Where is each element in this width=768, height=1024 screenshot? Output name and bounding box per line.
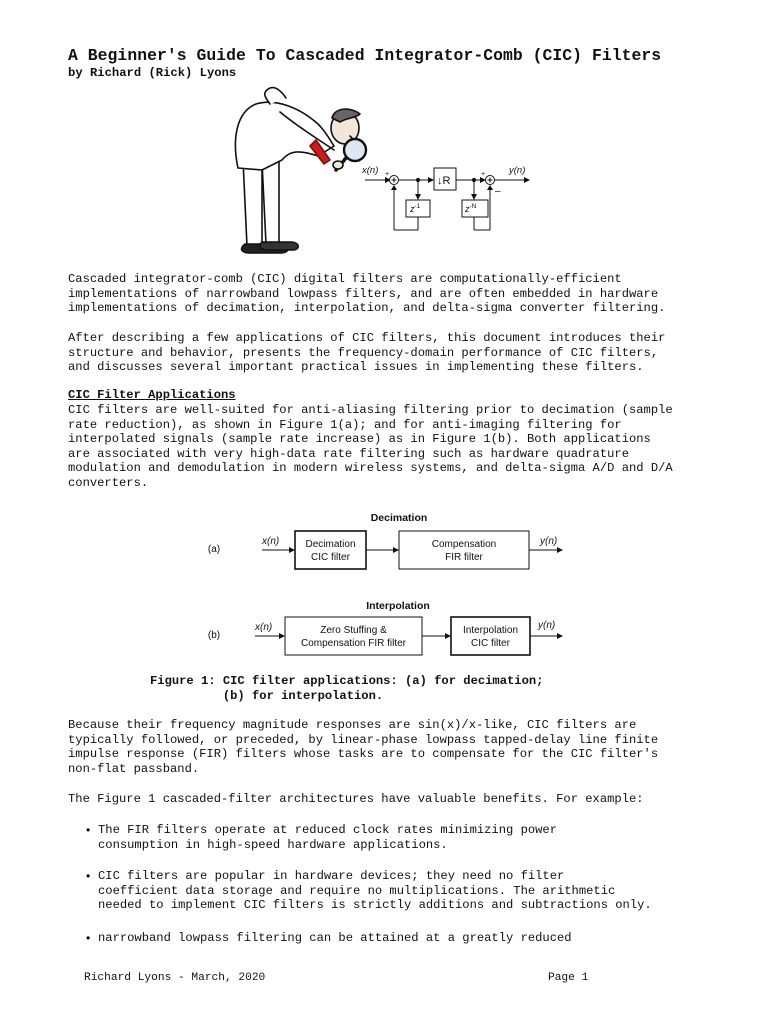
- downsampler-label: ↓R: [437, 175, 451, 187]
- interpolation-tag: (b): [207, 630, 221, 641]
- adder1-plus: +: [385, 171, 390, 178]
- diagram-output-label: y(n): [509, 165, 526, 176]
- interpolation-cic-block: [451, 617, 530, 655]
- list-item-text: The FIR filters operate at reduced clock rates minimizing power consumption in high-speed hardware applications.: [98, 823, 557, 852]
- interpolation-heading: Interpolation: [366, 600, 430, 612]
- decimation-output-label: y(n): [540, 536, 558, 547]
- intro-paragraph: Cascaded integrator-comb (CIC) digital filters are computationally-efficient implementations of narrowband lowpass filters, and are often embedded in hardware implementations of decimation, interpolation, and delta-sigma converter filtering.: [68, 272, 666, 316]
- footer-author-date: Richard Lyons - March, 2020: [84, 972, 266, 984]
- comb-minus-sign: –: [495, 186, 501, 197]
- page-title: A Beginner's Guide To Cascaded Integrator-Comb (CIC) Filters: [68, 46, 662, 65]
- integrator-delay-label: $z^{-1}$: [410, 203, 421, 214]
- decimation-cic-block-line2: CIC filter: [311, 552, 350, 563]
- interpolation-cic-block-line1: Interpolation: [462, 625, 519, 636]
- bullet-icon: •: [86, 931, 91, 945]
- figure-1-caption: Figure 1: CIC filter applications: (a) for decimation; (b) for interpolation.: [150, 674, 544, 703]
- footer-page-number: Page 1: [548, 972, 589, 984]
- author-byline: by Richard (Rick) Lyons: [68, 66, 237, 80]
- decimation-fir-block: [399, 531, 529, 569]
- interpolation-fir-block-line2: Compensation FIR filter: [300, 638, 407, 649]
- overview-paragraph: After describing a few applications of CIC filters, this document introduces their structure and behavior, presents the frequency-domain performance of CIC filters, and discusses several important practical issues in implementing these filters.: [68, 331, 666, 375]
- diagram-input-label: x(n): [362, 165, 379, 176]
- decimation-heading: Decimation: [370, 512, 428, 524]
- figure-1-block-diagrams: [0, 500, 768, 670]
- bullet-icon: •: [86, 869, 91, 883]
- bullet-icon: •: [86, 823, 91, 837]
- decimation-input-label: x(n): [262, 536, 280, 547]
- interpolation-input-label: x(n): [255, 622, 273, 633]
- header-illustration: [0, 0, 768, 270]
- interpolation-fir-block-line1: Zero Stuffing &: [320, 625, 387, 636]
- applications-paragraph: CIC filters are well-suited for anti-aliasing filtering prior to decimation (sample rate reduction), as shown in Figure 1(a); and for anti-imaging filtering for interpolated signals (sample rate increase) as in Figure 1(b). Both applications are associated with very high-data rate filtering such as hardware quadrature modulation and demodulation in modern wireless systems, and delta-sigma A/D and D/A converters.: [68, 403, 673, 490]
- list-item-text: narrowband lowpass filtering can be attained at a greatly reduced: [98, 931, 572, 945]
- decimation-fir-block-line1: Compensation: [431, 539, 497, 550]
- man-with-magnifier-icon: [235, 88, 366, 253]
- decimation-cic-block: [295, 531, 366, 569]
- benefits-paragraph: The Figure 1 cascaded-filter architectures have valuable benefits. For example:: [68, 792, 644, 806]
- sinc-paragraph: Because their frequency magnitude responses are sin(x)/x-like, CIC filters are typically followed, or preceded, by linear-phase lowpass tapped-delay line finite impulse response (FIR) filters whose tasks are to compensate for the CIC filter's non-flat passband.: [68, 718, 659, 776]
- comb-delay-label: $z^{-N}$: [465, 203, 477, 214]
- adder2-plus: +: [481, 171, 486, 178]
- interpolation-output-label: y(n): [538, 620, 556, 631]
- interpolation-fir-block: [285, 617, 422, 655]
- decimation-cic-block-line1: Decimation: [305, 539, 356, 550]
- decimation-fir-block-line2: FIR filter: [445, 552, 483, 563]
- interpolation-cic-block-line2: CIC filter: [471, 638, 510, 649]
- list-item-text: CIC filters are popular in hardware devices; they need no filter coefficient data storage and require no multiplications. The arithmetic needed to implement CIC filters is strictly additions and subtractions only.: [98, 869, 652, 913]
- decimation-tag: (a): [207, 544, 221, 555]
- section-heading-applications: CIC Filter Applications: [68, 388, 236, 402]
